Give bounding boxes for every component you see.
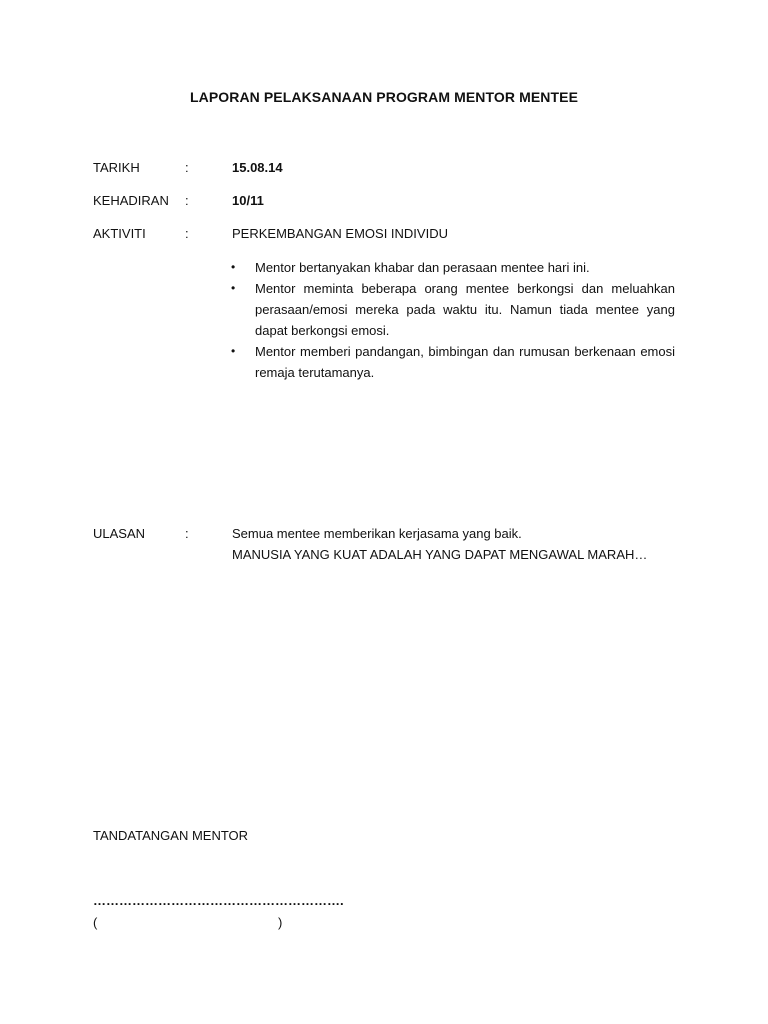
field-label: KEHADIRAN: [93, 193, 169, 208]
bullet-icon: •: [231, 260, 236, 274]
list-item: [229, 341, 675, 383]
signature-line: ………………………………………………….: [93, 893, 344, 908]
document-title: LAPORAN PELAKSANAAN PROGRAM MENTOR MENTEE: [189, 89, 579, 105]
list-item: [229, 278, 675, 341]
ulasan-line-1: Semua mentee memberikan kerjasama yang baik.: [232, 526, 522, 541]
list-item: [229, 257, 675, 278]
field-colon: :: [185, 226, 189, 241]
field-label: AKTIVITI: [93, 226, 146, 241]
field-value: 15.08.14: [232, 160, 283, 175]
bullet-icon: •: [231, 344, 236, 358]
signature-label: TANDATANGAN MENTOR: [93, 828, 249, 843]
signature-name-paren-close: ): [278, 915, 283, 930]
ulasan-line-2: MANUSIA YANG KUAT ADALAH YANG DAPAT MENGAWAL MARAH…: [232, 547, 648, 562]
field-label: TARIKH: [93, 160, 140, 175]
field-colon: :: [185, 526, 189, 541]
field-colon: :: [185, 193, 189, 208]
activity-text: Mentor bertanyakan khabar dan perasaan mentee hari ini.: [255, 260, 590, 275]
activity-list: [229, 257, 675, 383]
field-value: 10/11: [232, 193, 264, 208]
signature-name-paren-open: (: [93, 915, 98, 930]
activity-text: Mentor memberi pandangan, bimbingan dan rumusan berkenaan emosi remaja terutamanya.: [255, 344, 675, 380]
activity-text: Mentor meminta beberapa orang mentee berkongsi dan meluahkan perasaan/emosi mereka pada waktu itu. Namun tiada mentee yang dapat berkongsi emosi.: [255, 281, 675, 338]
field-value: PERKEMBANGAN EMOSI INDIVIDU: [232, 226, 448, 241]
bullet-icon: •: [231, 281, 236, 295]
field-label: ULASAN: [93, 526, 146, 541]
field-colon: :: [185, 160, 189, 175]
